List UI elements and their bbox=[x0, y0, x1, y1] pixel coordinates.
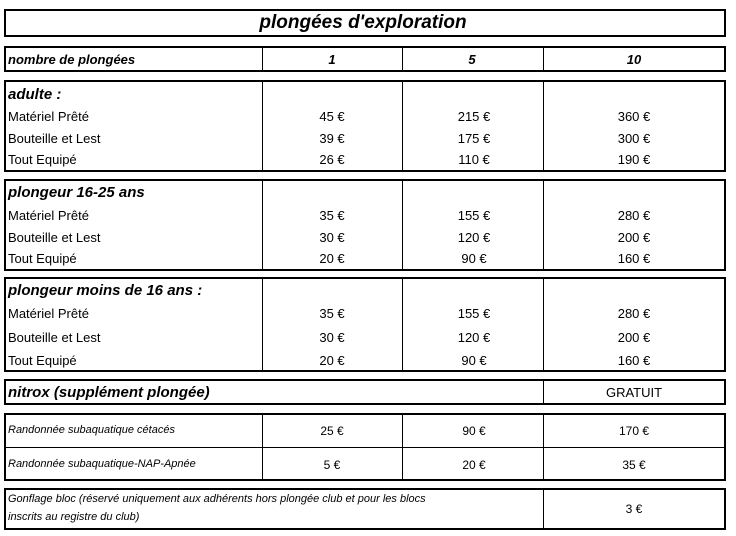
divider bbox=[543, 277, 544, 372]
price-cell: 90 € bbox=[461, 251, 487, 266]
divider bbox=[262, 46, 263, 72]
price-cell: 200 € bbox=[617, 330, 651, 345]
price-cell: 160 € bbox=[617, 251, 651, 266]
price-cell: 20 € bbox=[319, 251, 345, 266]
divider bbox=[402, 80, 403, 172]
randonnee-label: Randonnée subaquatique cétacés bbox=[8, 424, 175, 436]
group-title: plongeur 16-25 ans bbox=[8, 184, 145, 201]
price-cell: 90 € bbox=[461, 353, 487, 368]
price-cell: 45 € bbox=[319, 109, 345, 124]
row-label: Bouteille et Lest bbox=[8, 131, 101, 146]
row-label: Matériel Prêté bbox=[8, 306, 89, 321]
price-cell: 300 € bbox=[617, 131, 651, 146]
price-cell: 20 € bbox=[462, 458, 486, 472]
row-label: Tout Equipé bbox=[8, 353, 77, 368]
price-cell: 120 € bbox=[457, 230, 491, 245]
price-cell: 190 € bbox=[617, 152, 651, 167]
row-label: Bouteille et Lest bbox=[8, 230, 101, 245]
price-cell: 155 € bbox=[457, 306, 491, 321]
row-label: Bouteille et Lest bbox=[8, 330, 101, 345]
price-cell: 30 € bbox=[319, 230, 345, 245]
group-title: adulte : bbox=[8, 86, 62, 103]
nitrox-label: nitrox (supplément plongée) bbox=[8, 384, 210, 401]
row-label: Tout Equipé bbox=[8, 251, 77, 266]
divider bbox=[262, 179, 263, 271]
price-cell: 280 € bbox=[617, 208, 651, 223]
price-cell: 5 € bbox=[323, 458, 341, 472]
header-col-5: 5 bbox=[468, 52, 476, 67]
price-cell: 90 € bbox=[462, 424, 486, 438]
gonflage-line-1: Gonflage bloc (réservé uniquement aux adhérents hors plongée club et pour les blocs bbox=[8, 493, 426, 505]
divider bbox=[543, 488, 544, 530]
price-cell: 215 € bbox=[457, 109, 491, 124]
price-cell: 160 € bbox=[617, 353, 651, 368]
divider bbox=[543, 179, 544, 271]
price-cell: 35 € bbox=[622, 458, 646, 472]
price-cell: 280 € bbox=[617, 306, 651, 321]
divider bbox=[543, 80, 544, 172]
divider bbox=[402, 277, 403, 372]
price-cell: 39 € bbox=[319, 131, 345, 146]
row-label: Matériel Prêté bbox=[8, 109, 89, 124]
price-cell: 200 € bbox=[617, 230, 651, 245]
price-cell: 30 € bbox=[319, 330, 345, 345]
page-title: plongées d'exploration bbox=[259, 12, 467, 33]
divider bbox=[402, 179, 403, 271]
nitrox-value: GRATUIT bbox=[605, 385, 663, 400]
price-cell: 170 € bbox=[618, 424, 650, 438]
header-col-1: 1 bbox=[328, 52, 336, 67]
divider bbox=[4, 447, 726, 448]
gonflage-line-2: inscrits au registre du club) bbox=[8, 511, 140, 523]
randonnee-label: Randonnée subaquatique-NAP-Apnée bbox=[8, 458, 196, 470]
price-cell: 20 € bbox=[319, 353, 345, 368]
gonflage-value: 3 € bbox=[625, 502, 643, 516]
divider bbox=[262, 413, 263, 481]
divider bbox=[543, 413, 544, 481]
price-cell: 110 € bbox=[458, 152, 490, 167]
row-label: Matériel Prêté bbox=[8, 208, 89, 223]
divider bbox=[402, 413, 403, 481]
price-cell: 175 € bbox=[457, 131, 491, 146]
divider bbox=[543, 46, 544, 72]
header-col-10: 10 bbox=[626, 52, 642, 67]
price-cell: 35 € bbox=[319, 208, 345, 223]
group-title: plongeur moins de 16 ans : bbox=[8, 282, 203, 299]
divider bbox=[402, 46, 403, 72]
price-cell: 120 € bbox=[457, 330, 491, 345]
divider bbox=[543, 379, 544, 405]
price-cell: 25 € bbox=[320, 424, 344, 438]
price-cell: 360 € bbox=[617, 109, 651, 124]
price-cell: 26 € bbox=[319, 152, 345, 167]
divider bbox=[262, 277, 263, 372]
price-cell: 35 € bbox=[319, 306, 345, 321]
row-label: Tout Equipé bbox=[8, 152, 77, 167]
header-label: nombre de plongées bbox=[8, 52, 136, 67]
divider bbox=[262, 80, 263, 172]
price-cell: 155 € bbox=[457, 208, 491, 223]
